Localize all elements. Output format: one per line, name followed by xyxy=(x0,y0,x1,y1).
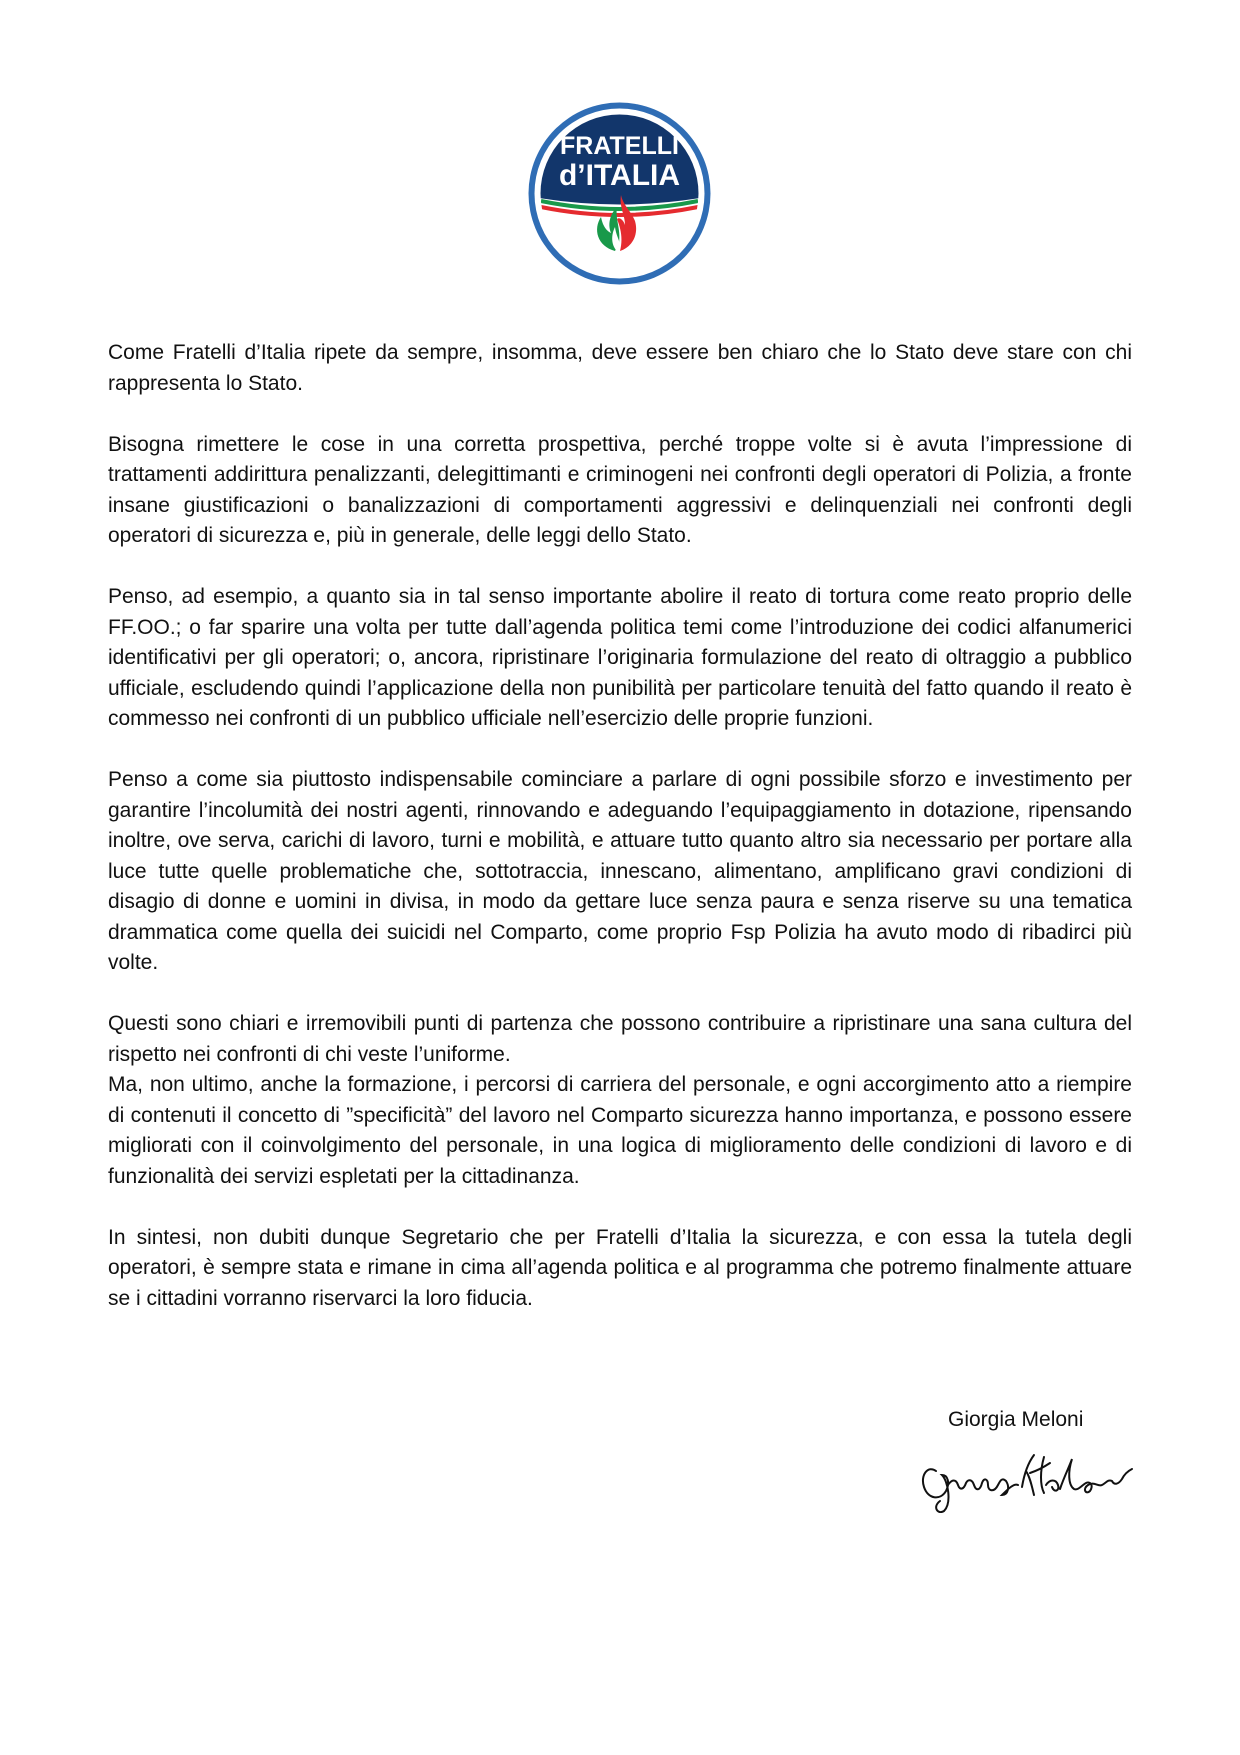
paragraph-1: Come Fratelli d’Italia ripete da sempre, insomma, deve essere ben chiaro che lo Stato deve stare con chi rappresenta lo Stato. xyxy=(108,341,1132,395)
signer-name: Giorgia Meloni xyxy=(948,1408,1084,1431)
paragraph-2: Bisogna rimettere le cose in una corretta prospettiva, perché troppe volte si è avuta l’impressione di trattamenti addirittura penalizzanti, delegittimanti e criminogeni nei confronti degli operatori di Polizia, a fronte insane giustificazioni o banalizzazioni di comportamenti aggressivi e delinquenziali nei confronti degli operatori di sicurezza e, più in generale, delle leggi dello Stato. xyxy=(108,432,1132,547)
paragraph-7: In sintesi, non dubiti dunque Segretario che per Fratelli d’Italia la sicurezza, e con essa la tutela degli operatori, è sempre stata e rimane in cima all’agenda politica e al programma che potremo finalmente attuare se i cittadini vorranno riservarci la loro fiducia. xyxy=(108,1225,1132,1310)
paragraph-3: Penso, ad esempio, a quanto sia in tal senso importante abolire il reato di tortura come reato proprio delle FF.OO.; o far sparire una volta per tutte dall’agenda politica temi come l’introduzione dei codici alfanumerici identificativi per gli operatori; o, ancora, ripristinare l’originaria formulazione del reato di oltraggio a pubblico ufficiale, escludendo quindi l’applicazione della non punibilità per particolare tenuità del fatto quando il reato è commesso nei confronti di un pubblico ufficiale nell’esercizio delle proprie funzioni. xyxy=(108,585,1132,730)
paragraph-6: Ma, non ultimo, anche la formazione, i percorsi di carriera del personale, e ogni accorgimento atto a riempire di contenuti il concetto di ”specificità” del lavoro nel Comparto sicurezza hanno importanza, e possono essere migliorati con il coinvolgimento del personale, in una logica di miglioramento delle condizioni di lavoro e di funzionalità dei servizi espletati per la cittadinanza. xyxy=(108,1073,1132,1188)
paragraph-4: Penso a come sia piuttosto indispensabile cominciare a parlare di ogni possibile sforzo e investimento per garantire l’incolumità dei nostri agenti, rinnovando e adeguando l’equipaggiamento in dotazione, ripensando inoltre, ove serva, carichi di lavoro, turni e mobilità, e attuare tutto quanto altro sia necessario per portare alla luce tutte quelle problematiche che, sottotraccia, innescano, alimentano, amplificano gravi condizioni di disagio di donne e uomini in divisa, in modo da gettare luce senza paura e senza riserve su una tematica drammatica come quella dei suicidi nel Comparto, come proprio Fsp Polizia ha avuto modo di ribadirci più volte. xyxy=(108,768,1132,974)
logo-text-line2: d’ITALIA xyxy=(558,159,681,192)
handwritten-signature xyxy=(918,1441,1138,1513)
paragraph-5: Questi sono chiari e irremovibili punti di partenza che possono contribuire a ripristinare una sana cultura del rispetto nei confronti di chi veste l’uniforme. xyxy=(108,1012,1132,1066)
signature-block xyxy=(900,1405,1140,1525)
logo-text-line1: FRATELLI xyxy=(560,132,679,160)
fratelli-ditalia-logo xyxy=(527,101,712,286)
letter-body xyxy=(108,338,1132,1314)
